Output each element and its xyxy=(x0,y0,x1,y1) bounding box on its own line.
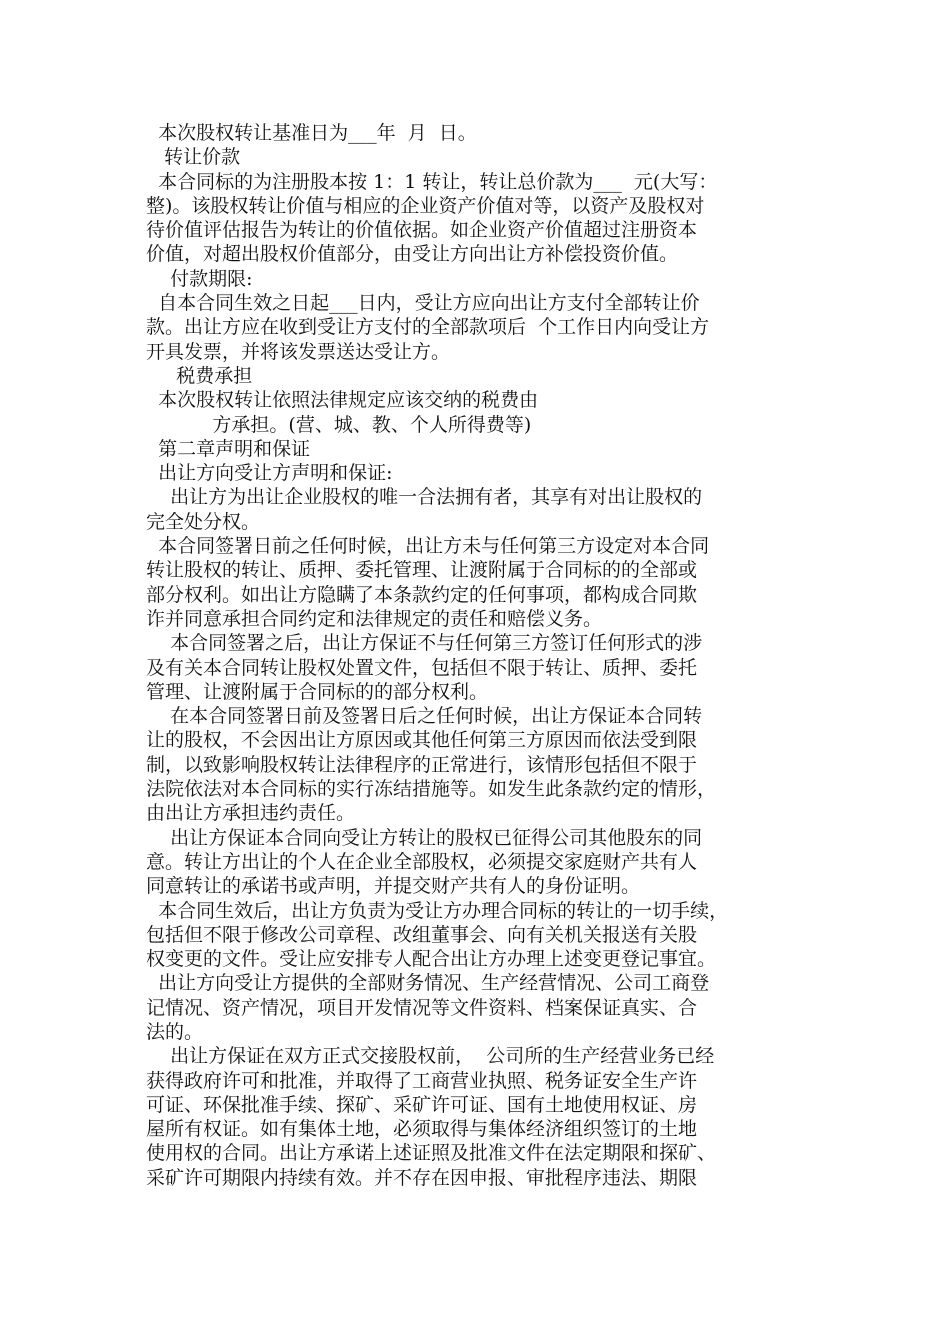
text-line: 同意转让的承诺书或声明，并提交财产共有人的身份证明。 xyxy=(146,875,641,898)
text-line: 出让方向受让方提供的全部财务情况、生产经营情况、公司工商登 xyxy=(146,972,710,995)
text-line: 制，以致影响股权转让法律程序的正常进行，该情形包括但不限于 xyxy=(146,753,698,776)
text-line: 本合同签署之后，出让方保证不与任何第三方签订任何形式的涉 xyxy=(146,632,703,655)
section-heading: 付款期限: xyxy=(146,267,253,290)
text-line: 获得政府许可和批准，并取得了工商营业执照、税务证安全生产许 xyxy=(146,1069,698,1092)
text-line: 出让方为出让企业股权的唯一合法拥有者，其享有对出让股权的 xyxy=(146,486,703,509)
text-line: 出让方保证本合同向受让方转让的股权已征得公司其他股东的同 xyxy=(146,826,703,849)
text-line: 让的股权，不会因出让方原因或其他任何第三方原因而依法受到限 xyxy=(146,729,698,752)
text-line: 转让股权的转让、质押、委托管理、让渡附属于合同标的的全部或 xyxy=(146,559,698,582)
text-line: 法院依法对本合同标的实行冻结措施等。如发生此条款约定的情形， xyxy=(146,778,717,801)
text-line: 使用权的合同。出让方承诺上述证照及批准文件在法定期限和探矿、 xyxy=(146,1142,717,1165)
text-line: 权变更的文件。受让应安排专人配合出让方办理上述变更登记事宜。 xyxy=(146,948,717,971)
text-line: 意。转让方出让的个人在企业全部股权，必须提交家庭财产共有人 xyxy=(146,850,698,873)
text-line: 方承担。(营、城、教、个人所得费等) xyxy=(146,413,532,436)
text-line: 由出让方承担违约责任。 xyxy=(146,802,356,825)
text-line: 可证、环保批准手续、探矿、采矿许可证、国有土地使用权证、房 xyxy=(146,1093,698,1116)
document-body xyxy=(146,121,826,1190)
chapter-heading: 第二章声明和保证 xyxy=(146,437,311,460)
text-line: 本合同签署日前之任何时候，出让方未与任何第三方设定对本合同 xyxy=(146,535,710,558)
text-line: 采矿许可期限内持续有效。并不存在因申报、审批程序违法、期限 xyxy=(146,1166,698,1189)
text-line: 屋所有权证。如有集体土地，必须取得与集体经济组织签订的土地 xyxy=(146,1118,698,1141)
text-line: 开具发票，并将该发票送达受让方。 xyxy=(146,340,451,363)
text-line: 本次股权转让依照法律规定应该交纳的税费由 xyxy=(146,389,539,412)
text-line: 记情况、资产情况，项目开发情况等文件资料、档案保证真实、合 xyxy=(146,996,698,1019)
text-line: 价值，对超出股权价值部分，由受让方向出让方补偿投资价值。 xyxy=(146,243,679,266)
text-line: 在本合同签署日前及签署日后之任何时候，出让方保证本合同转 xyxy=(146,705,703,728)
text-line: 诈并同意承担合同约定和法律规定的责任和赔偿义务。 xyxy=(146,607,603,630)
text-line: 本次股权转让基准日为___年 月 日。 xyxy=(146,122,477,144)
text-line: 整)。该股权转让价值与相应的企业资产价值对等，以资产及股权对 xyxy=(146,194,705,217)
text-line: 自本合同生效之日起___日内，受让方应向出让方支付全部转让价 xyxy=(146,292,700,315)
text-line: 管理、让渡附属于合同标的的部分权利。 xyxy=(146,680,489,703)
section-heading: 税费承担 xyxy=(146,364,253,387)
text-line: 出让方向受让方声明和保证: xyxy=(146,462,393,485)
text-line: 及有关本合同转让股权处置文件，包括但不限于转让、质押、委托 xyxy=(146,656,698,679)
text-line: 出让方保证在双方正式交接股权前， 公司所的生产经营业务已经 xyxy=(146,1045,715,1068)
text-line: 部分权利。如出让方隐瞒了本条款约定的任何事项，都构成合同欺 xyxy=(146,583,698,606)
text-line: 款。出让方应在收到受让方支付的全部款项后 个工作日内向受让方 xyxy=(146,316,710,339)
text-line: 本合同生效后，出让方负责为受让方办理合同标的转让的一切手续， xyxy=(146,899,729,922)
text-line: 完全处分权。 xyxy=(146,510,261,533)
text-line: 待价值评估报告为转让的价值依据。如企业资产价值超过注册资本 xyxy=(146,219,698,242)
text-line: 法的。 xyxy=(146,1020,204,1043)
text-line: 包括但不限于修改公司章程、改组董事会、向有关机关报送有关股 xyxy=(146,923,698,946)
section-heading: 转让价款 xyxy=(146,146,241,169)
text-line: 本合同标的为注册股本按 1：1 转让，转让总价款为___ 元(大写： xyxy=(146,170,718,193)
